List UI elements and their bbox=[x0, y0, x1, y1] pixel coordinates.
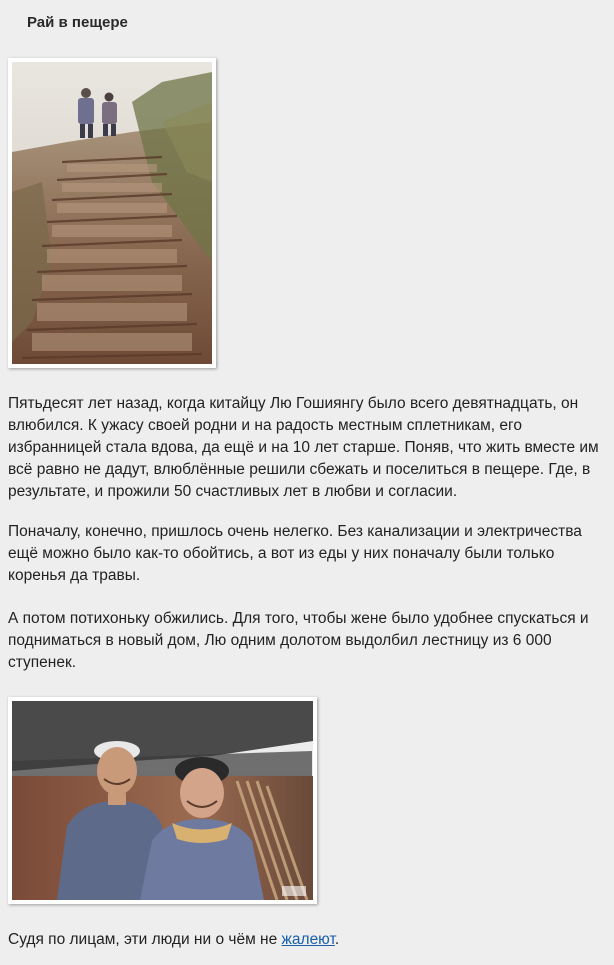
paragraph-stairs: А потом потихоньку обжились. Для того, чтобы жене было удобнее спускаться и подниматься в новый дом, Лю одним долотом выдолбил лестницу из 6 000 ступенек. bbox=[8, 610, 589, 671]
article-title: Рай в пещере bbox=[27, 14, 128, 31]
stone-stairs-image bbox=[12, 62, 212, 364]
regret-link[interactable]: жалеют bbox=[281, 931, 335, 948]
stairs-photo bbox=[8, 58, 216, 368]
paragraph-intro: Пятьдесят лет назад, когда китайцу Лю Гошиянгу было всего девятнадцать, он влюбился. К ужасу своей родни и на радость местным сплетникам, его избранницей стала вдова, да ещё и на 10 лет старше. Поняв, что жить вместе им всё равно не дадут, влюблённые решили сбежать и поселиться в пещере. Где, в результате, и прожили 50 счастливых лет в любви и согласии. bbox=[8, 395, 599, 500]
couple-photo bbox=[8, 697, 317, 904]
closing-text: Судя по лицам, эти люди ни о чём не bbox=[8, 931, 282, 948]
elderly-couple-image bbox=[12, 701, 313, 900]
paragraph-closing bbox=[8, 929, 608, 951]
paragraph-hardship: Поначалу, конечно, пришлось очень нелегко. Без канализации и электричества ещё можно было как-то обойтись, а вот из еды у них поначалу были только коренья да травы. bbox=[8, 523, 582, 584]
closing-period: . bbox=[334, 931, 340, 948]
